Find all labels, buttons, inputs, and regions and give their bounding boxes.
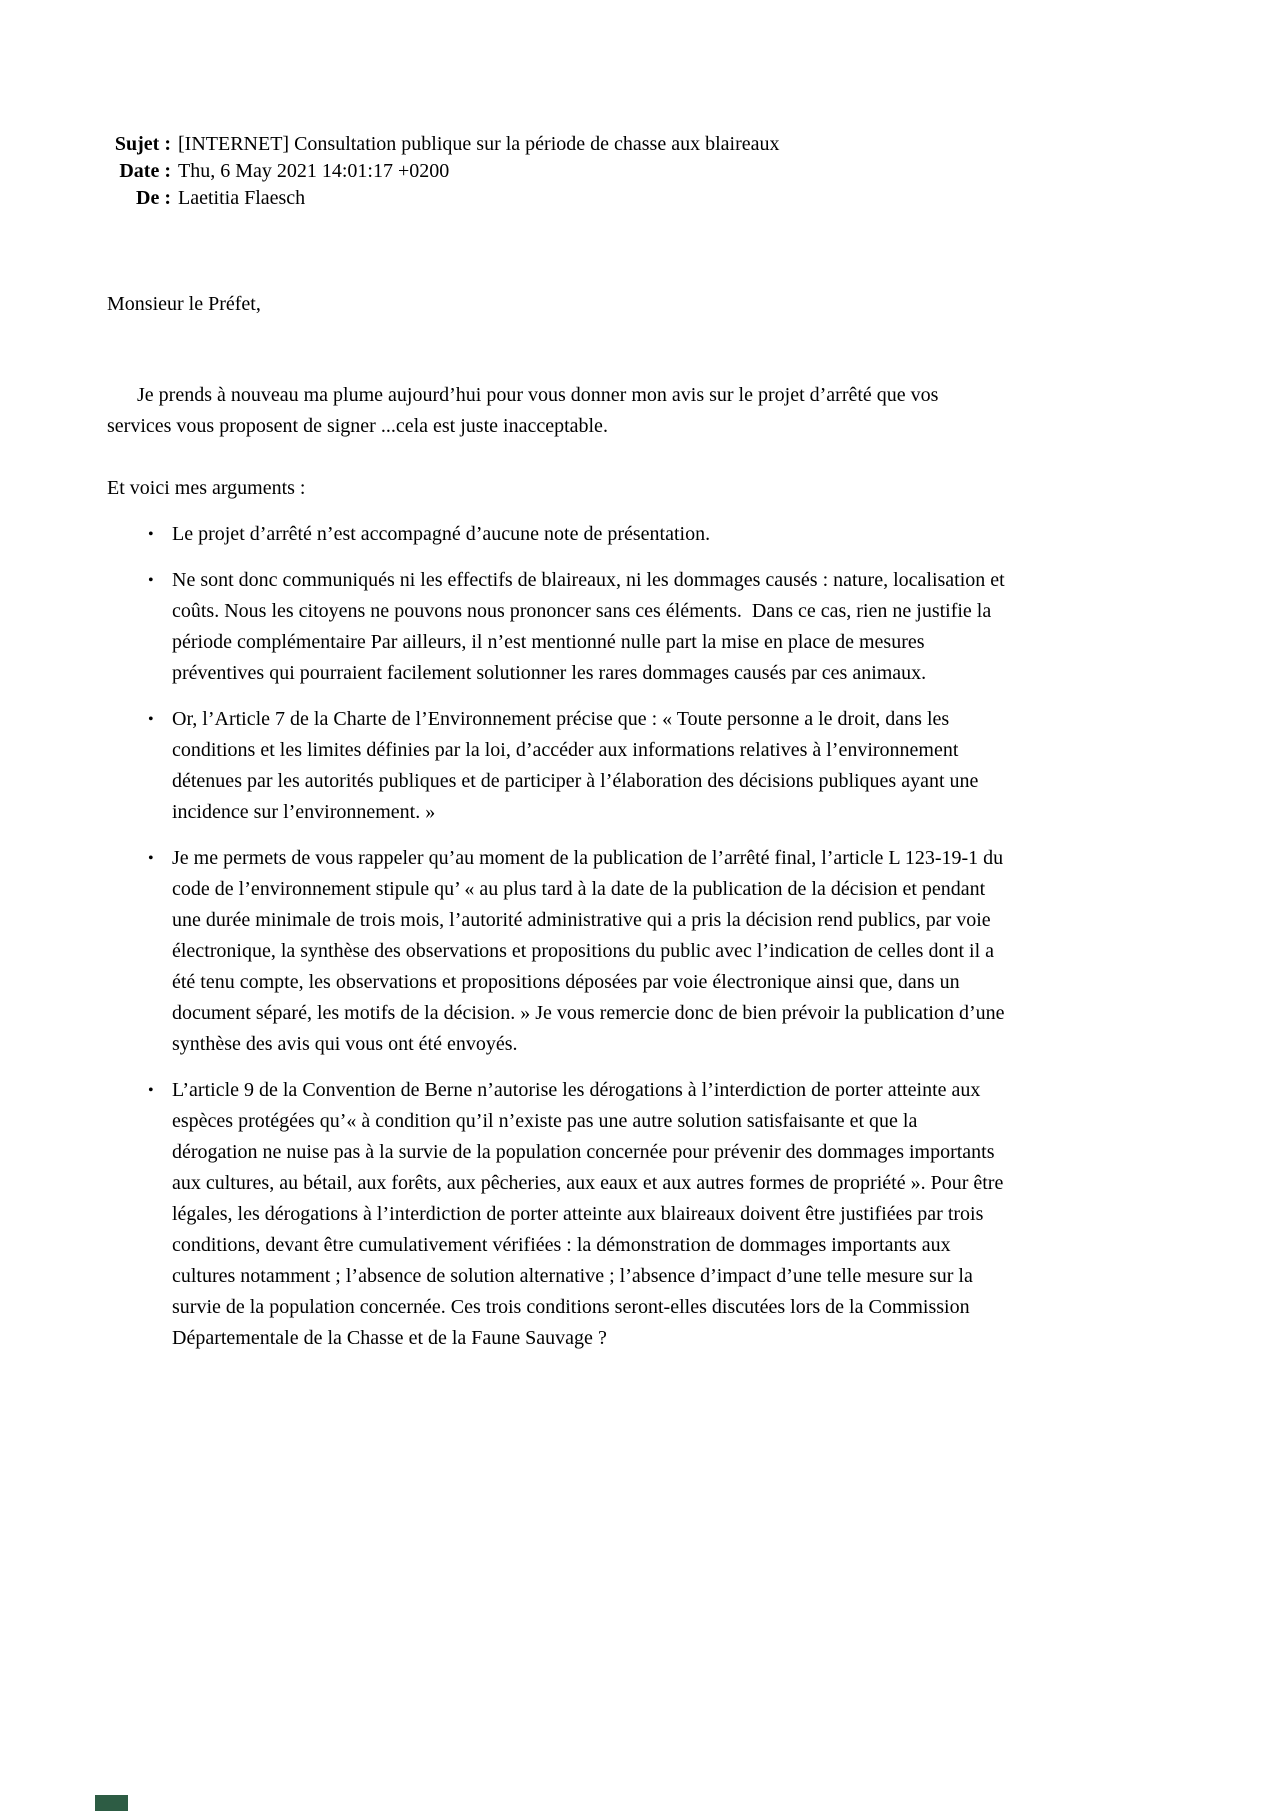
argument-text: Le projet d’arrêté n’est accompagné d’aucune note de présentation.	[172, 523, 711, 545]
list-item	[107, 1075, 1007, 1354]
list-item	[107, 843, 1010, 1060]
argument-text: L’article 9 de la Convention de Berne n’autorise les dérogations à l’interdiction de porter atteinte aux espèces protégées qu’« à condition qu’il n’existe pas une autre solution satisfaisante et que la dérogation ne nuise pas à la survie de la population concernée pour prévenir des dommages importants aux cultures, au bétail, aux forêts, aux pêcheries, aux eaux et aux autres formes de propriété ». Pour être légales, les dérogations à l’interdiction de porter atteinte aux blaireaux doivent être justifiées par trois conditions, devant être cumulativement vérifiées : la démonstration de dommages importants aux cultures notamment ; l’absence de solution alternative ; l’absence d’impact d’une telle mesure sur la survie de la population concernée. Ces trois conditions seront-elles discutées lors de la Commission Départementale de la Chasse et de la Faune Sauvage ?	[172, 1079, 1009, 1349]
letter-body	[0, 289, 1010, 1354]
email-header	[0, 0, 1280, 212]
list-item	[107, 565, 1010, 689]
argument-text: Je me permets de vous rappeler qu’au moment de la publication de l’arrêté final, l’article L 123-19-1 du code de l’environnement stipule qu’ « au plus tard à la date de la publication de la décision et pendant une durée minimale de trois mois, l’autorité administrative qui a pris la décision rend publics, par voie électronique, la synthèse des observations et propositions du public avec l’indication de celles dont il a été tenu compte, les observations et propositions déposées par voie électronique ainsi que, dans un document séparé, les motifs de la décision. » Je vous remercie donc de bien prévoir la publication d’une synthèse des avis qui vous ont été envoyés.	[172, 847, 1010, 1055]
date-value: Thu, 6 May 2021 14:01:17 +0200	[178, 160, 450, 182]
subject-label: Sujet :	[114, 133, 171, 155]
bullet-icon: •	[148, 711, 154, 728]
arguments-lead: Et voici mes arguments :	[107, 477, 306, 499]
arguments-list	[107, 519, 1010, 1354]
page-bottom-fragment	[95, 1795, 128, 1811]
bullet-icon: •	[148, 526, 154, 543]
argument-text: Or, l’Article 7 de la Charte de l’Environnement précise que : « Toute personne a le droit, dans les conditions et les limites définies par la loi, d’accéder aux informations relatives à l’environnement détenues par les autorités publiques et de participer à l’élaboration des décisions publiques ayant une incidence sur l’environnement. »	[172, 708, 984, 823]
argument-text: Ne sont donc communiqués ni les effectifs de blaireaux, ni les dommages causés : nature, localisation et coûts. Nous les citoyens ne pouvons nous prononcer sans ces éléments. Dans ce cas, rien ne justifie la période complémentaire Par ailleurs, il n’est mentionné nulle part la mise en place de mesures préventives qui pourraient facilement solutionner les rares dommages causés par ces animaux.	[172, 569, 1010, 684]
subject-value: [INTERNET] Consultation publique sur la période de chasse aux blaireaux	[178, 133, 780, 155]
bullet-icon: •	[148, 572, 154, 589]
date-label: Date :	[119, 160, 171, 182]
from-value: Laetitia Flaesch	[178, 187, 306, 209]
bullet-icon: •	[148, 850, 154, 867]
intro-paragraph	[107, 349, 1007, 473]
salutation: Monsieur le Préfet,	[107, 293, 261, 315]
email-date-row	[107, 158, 1280, 185]
list-item	[107, 704, 1007, 828]
intro-text: Je prends à nouveau ma plume aujourd’hui pour vous donner mon avis sur le projet d’arrêté que vos services vous proposent de signer ...cela est juste inacceptable.	[107, 384, 944, 437]
from-label: De :	[136, 187, 171, 209]
email-from-row	[107, 185, 1280, 212]
bullet-icon: •	[148, 1082, 154, 1099]
email-subject-row	[107, 131, 1280, 158]
list-item	[107, 519, 1007, 550]
